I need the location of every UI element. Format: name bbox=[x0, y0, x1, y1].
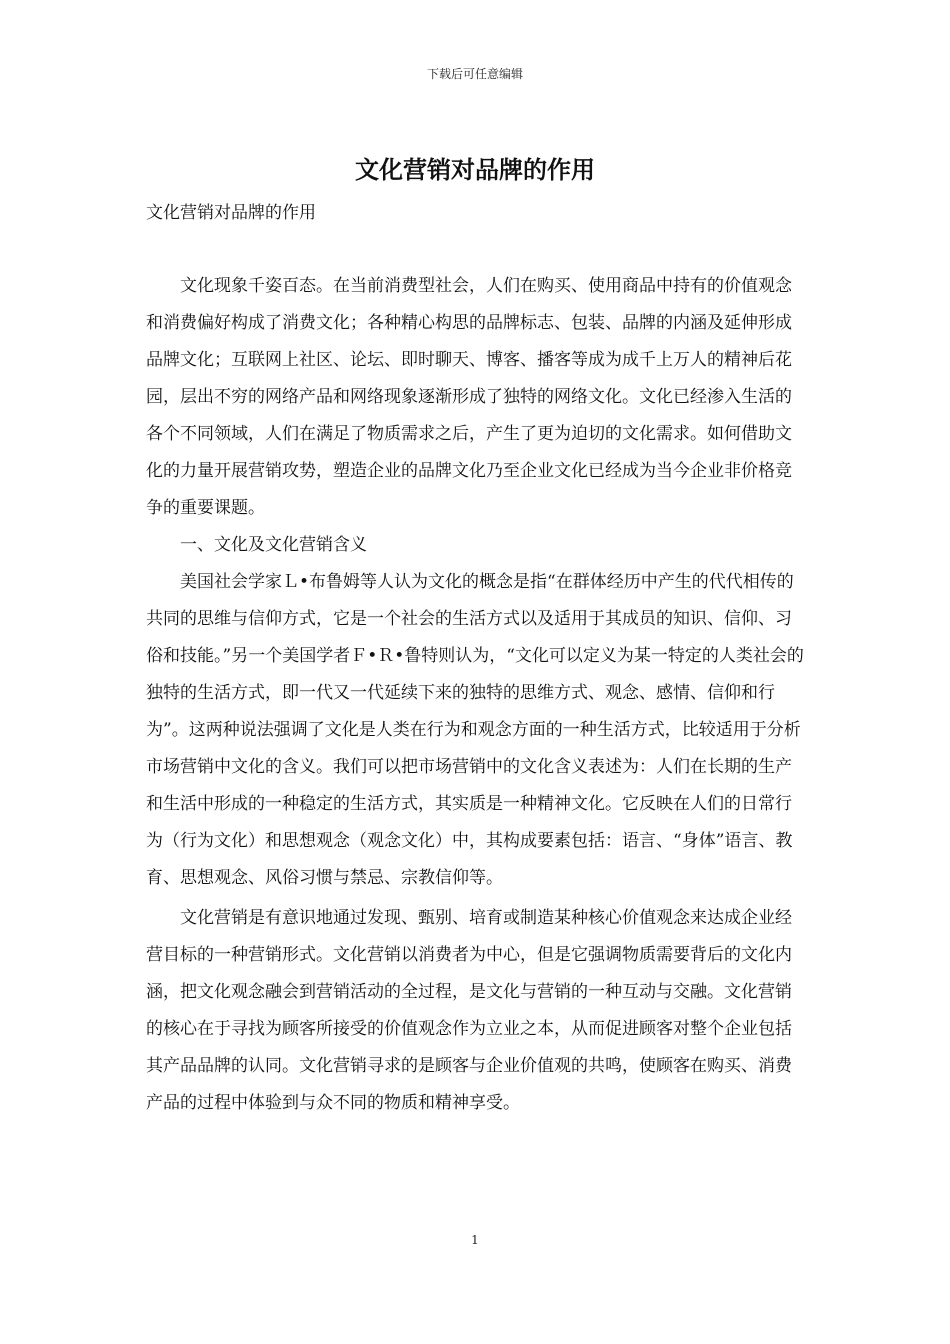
section-heading: 一、文化及文化营销含义 bbox=[180, 535, 367, 555]
paragraph-cultural-marketing: 文化营销是有意识地通过发现、甄别、培育或制造某种核心价值观念来达成企业经营目标的一种营销形式。文化营销以消费者为中心，但是它强调物质需要背后的文化内涵，把文化观念融会到营销活动的全过程，是文化与营销的一种互动与交融。文化营销的核心在于寻找为顾客所接受的价值观念作为立业之本，从而促进顾客对整个企业包括其产品品牌的认同。文化营销寻求的是顾客与企业价值观的共鸣，使顾客在购买、消费产品的过程中体验到与众不同的物质和精神享受。 bbox=[146, 908, 792, 1113]
document-title: 文化营销对品牌的作用 bbox=[355, 156, 595, 184]
page-number: 1 bbox=[471, 1233, 479, 1247]
paragraph-culture-definition: 美国社会学家Ｌ•布鲁姆等人认为文化的概念是指“在群体经历中产生的代代相传的共同的思维与信仰方式，它是一个社会的生活方式以及适用于其成员的知识、信仰、习俗和技能。”另一个美国学者Ｆ•Ｒ•鲁特则认为，“文化可以定义为某一特定的人类社会的独特的生活方式，即一代又一代延续下来的独特的思维方式、观念、感情、信仰和行为”。这两种说法强调了文化是人类在行为和观念方面的一种生活方式，比较适用于分析市场营销中文化的含义。我们可以把市场营销中的文化含义表述为：人们在长期的生产和生活中形成的一种稳定的生活方式，其实质是一种精神文化。它反映在人们的日常行为（行为文化）和思想观念（观念文化）中，其构成要素包括：语言、“身体”语言、教育、思想观念、风俗习惯与禁忌、宗教信仰等。 bbox=[146, 572, 804, 888]
page-header-note: 下载后可任意编辑 bbox=[426, 67, 523, 81]
document-subtitle: 文化营销对品牌的作用 bbox=[146, 203, 316, 223]
paragraph-intro: 文化现象千姿百态。在当前消费型社会，人们在购买、使用商品中持有的价值观念和消费偏好构成了消费文化；各种精心构思的品牌标志、包装、品牌的内涵及延伸形成品牌文化；互联网上社区、论坛、即时聊天、博客、播客等成为成千上万人的精神后花园，层出不穷的网络产品和网络现象逐渐形成了独特的网络文化。文化已经渗入生活的各个不同领域，人们在满足了物质需求之后，产生了更为迫切的文化需求。如何借助文化的力量开展营销攻势，塑造企业的品牌文化乃至企业文化已经成为当今企业非价格竞争的重要课题。 bbox=[146, 276, 792, 518]
document-body bbox=[146, 268, 806, 1122]
